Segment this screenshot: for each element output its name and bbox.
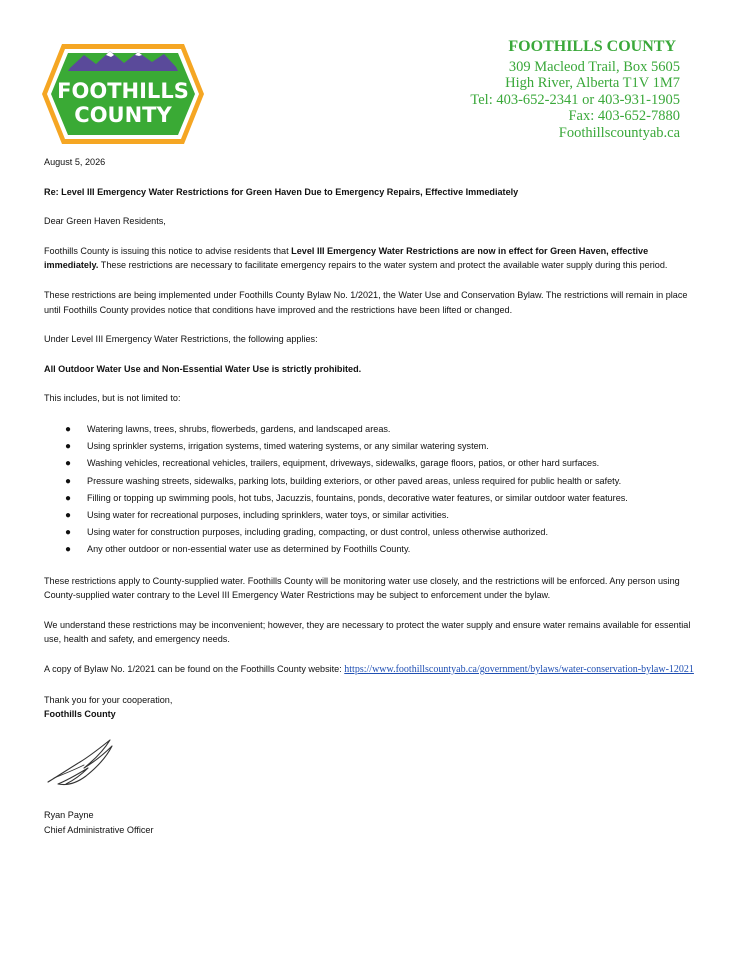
closing-line: Thank you for your cooperation, [44,694,173,705]
bylaw-link[interactable]: https://www.foothillscountyab.ca/government/bylaws/water-conservation-bylaw-12021 [344,663,694,675]
bylaw-link-intro: A copy of Bylaw No. 1/2021 can be found on the Foothills County website: [44,663,345,674]
foothills-county-logo [40,42,206,146]
letterhead-org-name: FOOTHILLS COUNTY [508,38,676,55]
list-item-text: Using water for construction purposes, including grading, compacting, or dust control, unless otherwise authorized. [87,527,548,538]
paragraph-understanding: We understand these restrictions may be inconvenient; however, they are necessary to protect the water supply and ensure water remains available for essential use, health and safety, and emergency needs. [44,619,691,645]
signer-name: Ryan Payne [44,810,94,821]
paragraph-includes: This includes, but is not limited to: [44,393,181,404]
list-item [44,541,694,558]
prohibition-statement: All Outdoor Water Use and Non-Essential Water Use is strictly prohibited. [44,363,362,374]
list-item-text: Pressure washing streets, sidewalks, parking lots, building exteriors, or other paved areas, unless required for public health or safety. [87,475,622,486]
paragraph-applies: Under Level III Emergency Water Restrictions, the following applies: [44,334,318,345]
letter-date: August 5, 2026 [44,157,106,167]
list-item [44,490,694,507]
bullet-icon: ● [65,527,72,539]
letterhead-address [470,38,680,141]
letterhead-address-line1: 309 Macleod Trail, Box 5605 [508,59,680,75]
list-item [44,438,694,455]
list-item [44,455,694,472]
paragraph-notice-rest: These restrictions are necessary to facilitate emergency repairs to the water system and protect the available water supply during this period. [98,260,668,271]
letterhead-telephone: Tel: 403-652-2341 or 403-931-1905 [470,91,680,108]
list-item [44,473,694,490]
list-item-text: Washing vehicles, recreational vehicles, trailers, equipment, driveways, sidewalks, garage floors, patios, or other hard surfaces. [87,458,600,469]
signer-title: Chief Administrative Officer [44,824,154,835]
letterhead-fax: Fax: 403-652-7880 [568,108,680,125]
paragraph-bylaw-link [44,662,694,678]
bullet-icon: ● [65,492,72,504]
letter-body [44,155,694,838]
bullet-icon: ● [65,423,72,435]
paragraph-bylaw: These restrictions are being implemented under Foothills County Bylaw No. 1/2021, the Water Use and Conservation Bylaw. The restrictions will remain in place until Foothills County provides notice that conditions have improved and the restrictions have been lifted or changed. [44,289,688,315]
signature-image [44,732,124,788]
logo-text-county: COUNTY [74,103,172,127]
paragraph-enforcement: These restrictions apply to County-supplied water. Foothills County will be monitoring water use closely, and the restrictions will be enforced. Any person using County-supplied water contrary to the Level III Emergency Water Restrictions may be subject to enforcement under the bylaw. [44,575,680,601]
bullet-icon: ● [65,509,72,521]
bullet-icon: ● [65,544,72,556]
paragraph-notice-intro: Foothills County is issuing this notice to advise residents that [44,245,292,256]
paragraph-prohibition [44,362,694,377]
list-item-text: Filling or topping up swimming pools, hot tubs, Jacuzzis, fountains, ponds, decorative water features, or similar outdoor water features. [87,492,628,503]
list-item-text: Any other outdoor or non-essential water use as determined by Foothills County. [87,544,411,555]
list-item [44,421,694,438]
letterhead-address-line2: High River, Alberta T1V 1M7 [505,75,680,92]
list-item-text: Watering lawns, trees, shrubs, flowerbeds, gardens, and landscaped areas. [87,423,391,434]
letter-salutation: Dear Green Haven Residents, [44,216,166,227]
letterhead-website: Foothillscountyab.ca [558,124,680,141]
list-item [44,507,694,524]
letter-subject: Re: Level III Emergency Water Restrictions for Green Haven Due to Emergency Repairs, Effective Immediately [44,186,519,197]
bullet-icon: ● [65,475,72,487]
paragraph-notice-emphasis: Level III Emergency Water Restrictions are now in effect for Green Haven, effective immediately. [44,245,649,271]
paragraph-notice [44,244,694,273]
list-item-text: Using water for recreational purposes, including sprinklers, water toys, or similar activities. [87,509,449,520]
list-item-text: Using sprinkler systems, irrigation systems, timed watering systems, or any similar watering system. [87,441,489,452]
restriction-list [44,421,694,559]
logo-text-foothills: FOOTHILLS [57,79,189,103]
bullet-icon: ● [65,441,72,453]
closing-org-name: Foothills County [44,709,116,720]
list-item [44,524,694,541]
bullet-icon: ● [65,458,72,470]
closing-org [44,707,694,722]
